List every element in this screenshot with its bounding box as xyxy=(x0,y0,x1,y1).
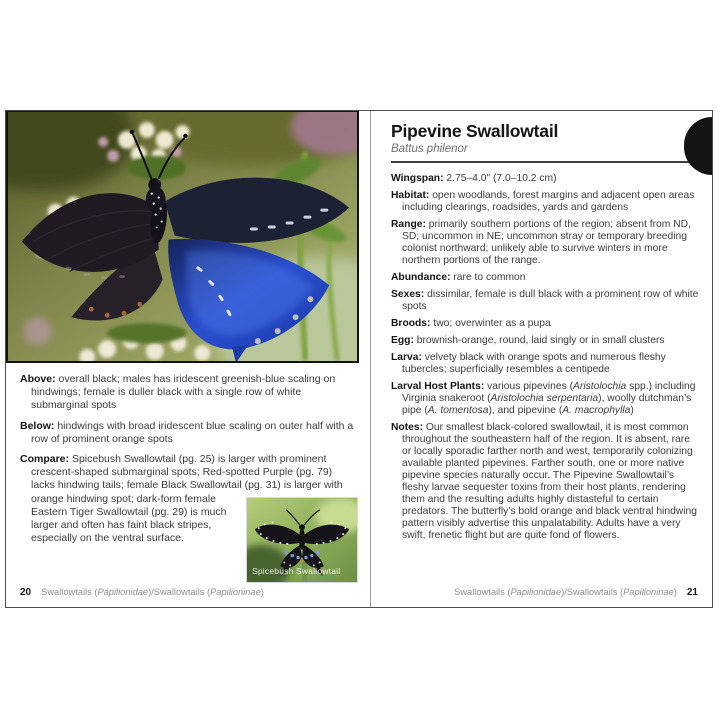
entry-label: Above: xyxy=(20,373,56,385)
attribute-row xyxy=(391,422,700,542)
attribute-text: open woodlands, forest margins and adjacent open areas including clearings, roadsides, yards and gardens xyxy=(402,190,695,213)
attribute-label: Broods: xyxy=(391,318,431,329)
page-footer-right xyxy=(454,587,698,598)
attribute-row xyxy=(391,318,700,330)
attribute-row xyxy=(391,335,700,347)
attribute-row xyxy=(391,352,700,376)
page-footer-left xyxy=(20,587,264,598)
attribute-text: Our smallest black-colored swallowtail, it is most common throughout the southeastern half of the region. It is absent, rare or locally sporadic farther north and west, temporarily colonizing available planted pipevines. Farther south, one or more native pipevine species naturally occur. The Pipevine Swallowtail’s fleshy larvae sequester toxins from their host plants, rendering them and the resulting adults highly distasteful to certain predators. The butterfly’s bold orange and black ventral hindwing pattern visibly advertise this unpalatability. Adults have a very swift, frenetic flight but are quite fond of flowers. xyxy=(402,422,697,541)
left-page-text xyxy=(20,373,358,587)
inset-caption: Spicebush Swallowtail xyxy=(252,565,341,576)
section-title-left: Swallowtails (Papilionidae)/Swallowtails (Papilioninae) xyxy=(41,587,264,597)
attribute-row xyxy=(391,289,700,313)
entry-below xyxy=(20,420,358,446)
attribute-row xyxy=(391,219,700,267)
attribute-row xyxy=(391,272,700,284)
entry-label: Compare: xyxy=(20,453,70,466)
attribute-text: primarily southern portions of the region; absent from ND, SD; uncommon in NE; uncommon stray or temporary breeding colonist northward; unlikely able to survive winters in more northern portions of the range. xyxy=(402,219,691,266)
entry-compare xyxy=(20,453,358,576)
attribute-label: Larval Host Plants: xyxy=(391,381,485,392)
attribute-text: two; overwinter as a pupa xyxy=(433,318,551,329)
attribute-label: Notes: xyxy=(391,422,424,433)
attribute-text: brownish-orange, round, laid singly or in small clusters xyxy=(416,335,665,346)
attribute-label: Larva: xyxy=(391,352,422,363)
entry-label: Below: xyxy=(20,419,55,432)
entry-above xyxy=(20,373,358,413)
book-spread xyxy=(5,110,713,608)
spicebush-swallowtail-inset-photo xyxy=(246,497,358,583)
species-title: Pipevine Swallowtail xyxy=(391,121,559,141)
entry-text: overall black; males has iridescent greenish-blue scaling on hindwings; female is duller black with a single row of white submarginal spots xyxy=(31,373,336,412)
attribute-text: velvety black with orange spots and numerous fleshy tubercles; superficially resembles a centipede xyxy=(402,352,666,375)
butterfly-photo-illustration xyxy=(8,112,357,361)
species-header xyxy=(371,111,712,155)
attribute-label: Wingspan: xyxy=(391,173,444,184)
page-right xyxy=(370,111,712,607)
species-attributes xyxy=(371,163,712,542)
inset-photo-float xyxy=(246,497,358,585)
attribute-text: dissimilar, female is dull black with a prominent row of white spots xyxy=(402,289,699,312)
attribute-label: Abundance: xyxy=(391,272,451,283)
species-scientific-name: Battus philenor xyxy=(391,143,468,155)
pipevine-swallowtail-photo xyxy=(6,111,359,363)
entry-text: Spicebush Swallowtail (pg. 25) is larger with prominent crescent-shaped submarginal spots; Red-spotted Purple (pg. 79) lacks hindwing tails; female Black Swallowtail (pg. 31) is larger with orange hindwing spot; dark-form female Eastern Tiger Swallowtail (pg. 29) is much larger and often has faint black stripes, especially on the ventral surface. xyxy=(31,453,343,545)
page-left xyxy=(6,111,370,607)
attribute-text: rare to common xyxy=(453,272,526,283)
page-number-left: 20 xyxy=(20,587,32,598)
section-title-right: Swallowtails (Papilionidae)/Swallowtails (Papilioninae) xyxy=(454,587,677,597)
attribute-label: Range: xyxy=(391,219,426,230)
attribute-label: Egg: xyxy=(391,335,414,346)
page-number-right: 21 xyxy=(686,587,698,598)
entry-text: hindwings with broad iridescent blue scaling on outer half with a row of prominent orange spots xyxy=(31,419,354,445)
attribute-row xyxy=(391,190,700,214)
attribute-row xyxy=(391,173,700,185)
attribute-label: Habitat: xyxy=(391,190,430,201)
attribute-label: Sexes: xyxy=(391,289,425,300)
attribute-row xyxy=(391,381,700,417)
attribute-text: 2.75–4.0" (7.0–10.2 cm) xyxy=(446,173,557,184)
attribute-text: various pipevines (Aristolochia spp.) including Virginia snakeroot (Aristolochia serpentaria), woolly dutchman’s pipe (A. tomentosa), and pipevine (A. macrophylla) xyxy=(402,381,696,416)
